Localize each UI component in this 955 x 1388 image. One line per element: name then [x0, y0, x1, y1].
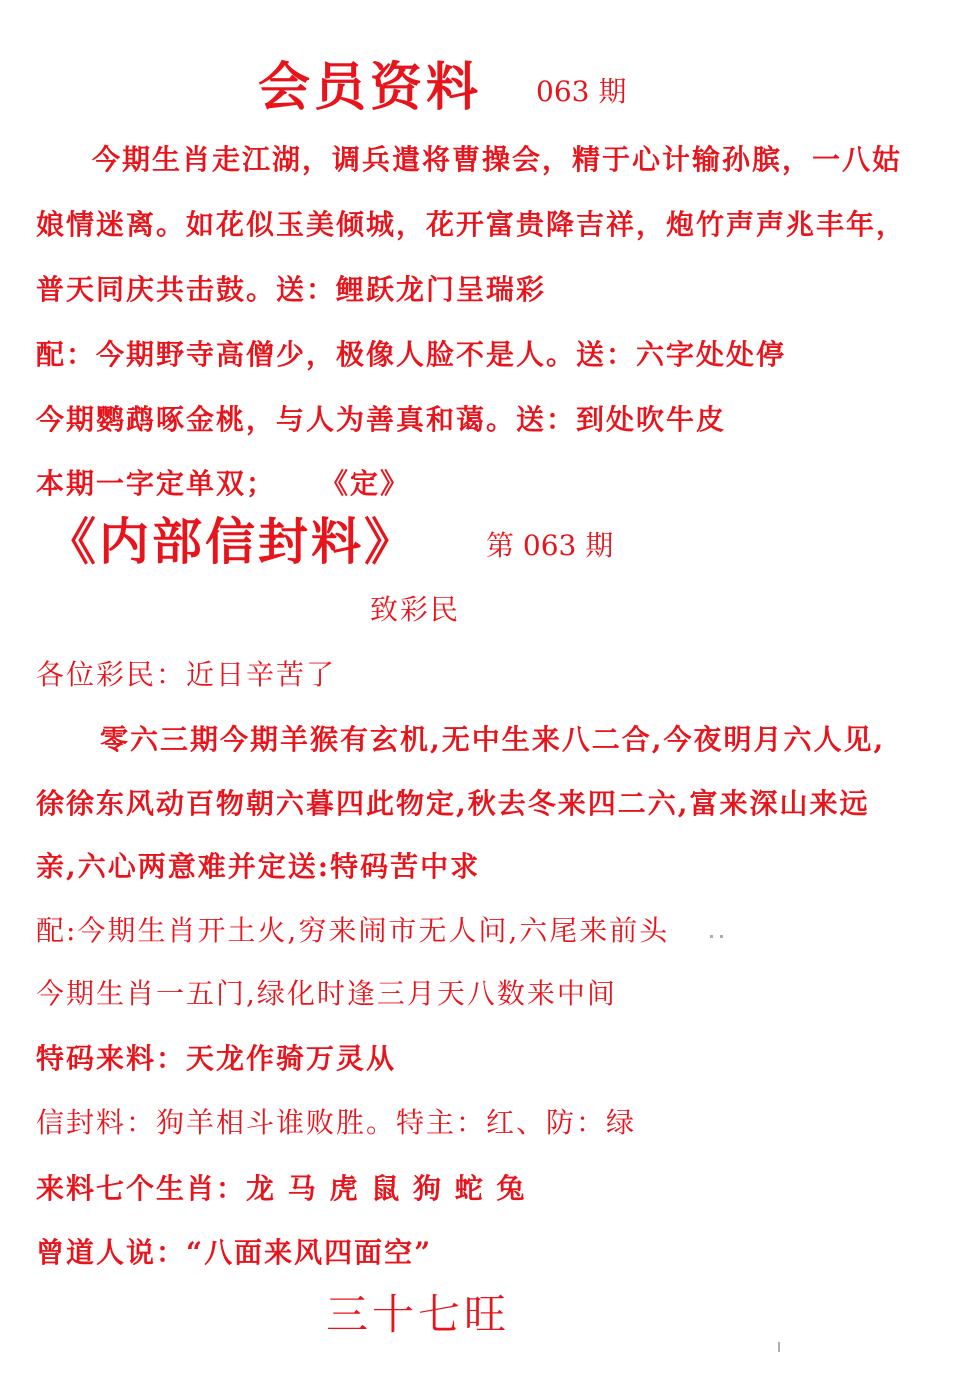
envelope-footer: 三十七旺 — [326, 1290, 511, 1339]
envelope-paragraph-3: 亲,六心两意难并定送:特码苦中求 — [36, 850, 481, 883]
envelope-issue: 第 063 期 — [486, 529, 614, 562]
envelope-paragraph-4: 配:今期生肖开土火,穷来闹市无人问,六尾来前头 — [36, 914, 670, 947]
member-paragraph-6b: 《定》 — [320, 467, 411, 500]
envelope-paragraph-9: 曾道人说：“八面来风四面空” — [36, 1236, 433, 1269]
envelope-subtitle: 致彩民 — [370, 593, 461, 626]
member-paragraph-5: 今期鹦鹉啄金桃，与人为善真和蔼。送：到处吹牛皮 — [36, 403, 727, 436]
scan-speck — [710, 935, 713, 938]
envelope-paragraph-8: 来料七个生肖：龙 马 虎 鼠 狗 蛇 兔 — [36, 1172, 527, 1205]
scan-speck — [720, 935, 723, 938]
member-paragraph-3: 普天同庆共击鼓。送：鲤跃龙门呈瑞彩 — [36, 273, 547, 306]
envelope-paragraph-7: 信封料：狗羊相斗谁败胜。特主：红、防：绿 — [36, 1106, 637, 1139]
envelope-paragraph-1: 零六三期今期羊猴有玄机,无中生来八二合,今夜明月六人见, — [100, 723, 886, 756]
envelope-greeting: 各位彩民：近日辛苦了 — [36, 658, 337, 691]
member-paragraph-1: 今期生肖走江湖，调兵遣将曹操会，精于心计输孙膑，一八姑 — [92, 143, 903, 176]
member-title: 会员资料 — [258, 57, 483, 118]
member-paragraph-2: 娘情迷离。如花似玉美倾城，花开富贵降吉祥，炮竹声声兆丰年， — [36, 208, 907, 241]
member-paragraph-6a: 本期一字定单双； — [36, 467, 277, 500]
envelope-paragraph-6: 特码来料：天龙作骑万灵从 — [36, 1042, 397, 1075]
envelope-paragraph-5: 今期生肖一五门,绿化时逢三月天八数来中间 — [36, 977, 617, 1010]
envelope-paragraph-2: 徐徐东风动百物朝六暮四此物定,秋去冬来四二六,富来深山来远 — [36, 787, 870, 820]
member-issue: 063 期 — [536, 75, 627, 108]
envelope-title: 《内部信封料》 — [46, 512, 417, 571]
scan-speck — [778, 1342, 780, 1352]
member-paragraph-4: 配：今期野寺高僧少，极像人脸不是人。送：六字处处停 — [36, 338, 787, 371]
